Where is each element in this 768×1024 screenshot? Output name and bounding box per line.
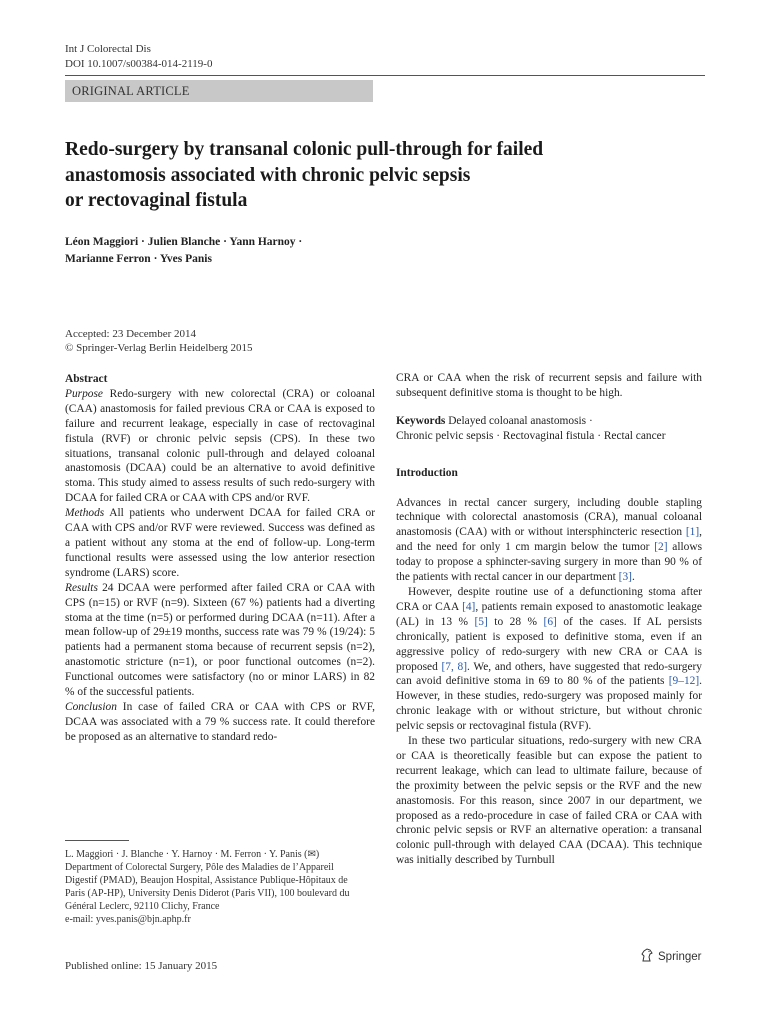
intro-paragraph-2 <box>396 585 702 734</box>
keywords-label: Keywords <box>396 414 446 427</box>
title-line-2: anastomosis associated with chronic pelvic sepsis <box>65 164 471 186</box>
citation-link[interactable]: [6] <box>543 615 557 628</box>
citation-link[interactable]: [2] <box>654 541 668 554</box>
intro-paragraph-1 <box>396 496 702 585</box>
abstract-conclusion <box>65 700 375 745</box>
authors-line-1: Léon Maggiori · Julien Blanche · Yann Harnoy · <box>65 236 303 248</box>
abstract-continuation: CRA or CAA when the risk of recurrent sepsis and failure with subsequent definitive stoma is thought to be high. <box>396 372 702 399</box>
publisher-name: Springer <box>658 950 702 963</box>
citation-link[interactable]: [3] <box>618 571 632 584</box>
keywords <box>396 414 702 444</box>
published-online: Published online: 15 January 2015 <box>65 960 218 972</box>
title-line-1: Redo-surgery by transanal colonic pull-through for failed <box>65 139 544 160</box>
footnote-email[interactable]: e-mail: yves.panis@bjn.aphp.fr <box>65 914 191 925</box>
article-type-banner: ORIGINAL ARTICLE <box>65 80 373 102</box>
intro-paragraph-3: In these two particular situations, redo-surgery with new CRA or CAA is theoretically feasible but can expose the patient to recurrent leakage, which can lead to ultimate failure, because of the proximity between the pelvic sepsis or the RVF and the new anastomosis. For this reason, since 2007 in our department, we proposed as a redo-procedure in case of failed CRA or CAA with chronic pelvic sepsis or RVF an alternative operation: a transanal colonic pull-through with delayed CAA (DCAA). This technique was initially described by Turnbull <box>396 735 702 867</box>
intro-p1-text-b: , and the need for only 1 cm margin below the tumor <box>396 526 702 554</box>
journal-name: Int J Colorectal Dis <box>65 43 151 55</box>
copyright: © Springer-Verlag Berlin Heidelberg 2015 <box>65 342 253 354</box>
footnote-authors: L. Maggiori · J. Blanche · Y. Harnoy · M. Ferron · Y. Panis (✉) <box>65 849 320 860</box>
intro-p2-text-e: . We, and others, have suggested that redo-surgery can avoid definitive stoma in 69 to 80 % of the patients <box>396 660 702 688</box>
article-title <box>65 137 665 214</box>
footnote-rule <box>65 840 129 841</box>
article-meta <box>65 327 253 355</box>
results-text: 24 DCAA were performed after failed CRA or CAA with CPS (n=15) or RVF (n=9). Sixteen (67 %) patients had a diverting stoma at the time (n=5) or performed during DCAA (n=11). After a mean follow-up of 29±19 months, success rate was 79 % (19/24): 5 patients had a permanent stoma because of recurrent sepsis (n=2), anastomotic stricture (n=1), or poor functional outcomes (n=2). Functional outcomes were satisfactory (no or minor LARS) in 82 % of the successful patients. <box>65 581 375 699</box>
abstract-results <box>65 581 375 700</box>
abstract-heading: Abstract <box>65 373 108 385</box>
footnote-department: Department of Colorectal Surgery, Pôle des Maladies de l’Appareil Digestif (PMAD), Beaujon Hospital, Assistance Publique-Hôpitaux de Paris (AP-HP), University Denis Diderot (Paris VII), 100 boulevard du Général Leclerc, 92110 Clichy, France <box>65 862 350 912</box>
right-column <box>396 371 702 868</box>
accepted-date: Accepted: 23 December 2014 <box>65 328 197 340</box>
purpose-label: Purpose <box>65 387 103 400</box>
publisher-logo <box>640 948 701 965</box>
citation-link[interactable]: [1] <box>685 526 700 539</box>
introduction-heading: Introduction <box>396 466 458 479</box>
springer-horse-icon <box>640 948 654 965</box>
methods-text: All patients who underwent DCAA for failed CRA or CAA with CPS and/or RVF were reviewed. Success was defined as a patient without any stoma at the end of follow-up. Long-term functional results were assessed using the low anterior resection syndrome (LARS) score. <box>65 507 375 579</box>
purpose-text: Redo-surgery with new colorectal (CRA) or coloanal (CAA) anastomosis for failed previous CRA or CAA is exposed to failure and recurrent leakage, especially in case of rectovaginal fistula (RVF) or chronic pelvic sepsis (CPS). In these two situations, transanal colonic pull-through and delayed coloanal anastomosis (DCAA) could be an alternative to avoid definitive stoma. This study aimed to assess results of such redo-surgery with DCAA for failed CRA or CAA with CPS and/or RVF. <box>65 387 375 505</box>
methods-label: Methods <box>65 507 105 520</box>
intro-p1-text-d: . <box>631 571 635 584</box>
conclusion-text: In case of failed CRA or CAA with CPS or RVF, DCAA was associated with a 79 % success rate. It could therefore be proposed as an alternative to standard redo- <box>65 700 375 743</box>
abstract-methods <box>65 506 375 581</box>
intro-p2-text-c: to 28 % <box>487 615 544 628</box>
affiliation-footnote <box>65 848 365 926</box>
authors-line-2: Marianne Ferron · Yves Panis <box>65 253 212 265</box>
journal-header <box>65 42 212 72</box>
conclusion-label: Conclusion <box>65 700 117 713</box>
citation-link[interactable]: [9–12] <box>668 675 700 688</box>
abstract-purpose <box>65 387 375 506</box>
keywords-text-2: Chronic pelvic sepsis · Rectovaginal fistula · Rectal cancer <box>396 429 666 442</box>
author-list <box>65 234 302 268</box>
citation-link[interactable]: [7, 8] <box>441 660 468 673</box>
citation-link[interactable]: [5] <box>474 615 488 628</box>
intro-p2-text-a: However, despite routine use of a defunctioning stoma after CRA or CAA <box>396 585 702 613</box>
intro-p2-text-d: of the cases. If AL persists chronically, patient is exposed to definitive stoma, even if an aggressive policy of redo-surgery with new CRA or CAA is proposed <box>396 615 702 673</box>
header-rule <box>65 75 705 76</box>
results-label: Results <box>65 581 98 594</box>
intro-p2-text-f: . However, in these studies, redo-surgery was proposed mainly for chronic leakage with or without stricture, but without chronic pelvic sepsis or rectovaginal fistula (RVF). <box>396 675 702 733</box>
keywords-text-1: Delayed coloanal anastomosis · <box>445 414 593 427</box>
citation-link[interactable]: [4] <box>462 600 476 613</box>
intro-p2-text-b: , patients remain exposed to anastomotic leakage (AL) in 13 % <box>396 600 702 628</box>
abstract-column <box>65 372 375 745</box>
title-line-3: or rectovaginal fistula <box>65 190 248 211</box>
intro-p1-text-c: allows today to propose a sphincter-saving surgery in more than 90 % of the patients with rectal cancer in our department <box>396 541 702 584</box>
journal-doi[interactable]: DOI 10.1007/s00384-014-2119-0 <box>65 58 213 70</box>
intro-p1-text-a: Advances in rectal cancer surgery, including double stapling technique with colorectal anastomosis (CRA), manual coloanal anastomosis (CAA) with or without intersphincteric resection <box>396 496 702 539</box>
